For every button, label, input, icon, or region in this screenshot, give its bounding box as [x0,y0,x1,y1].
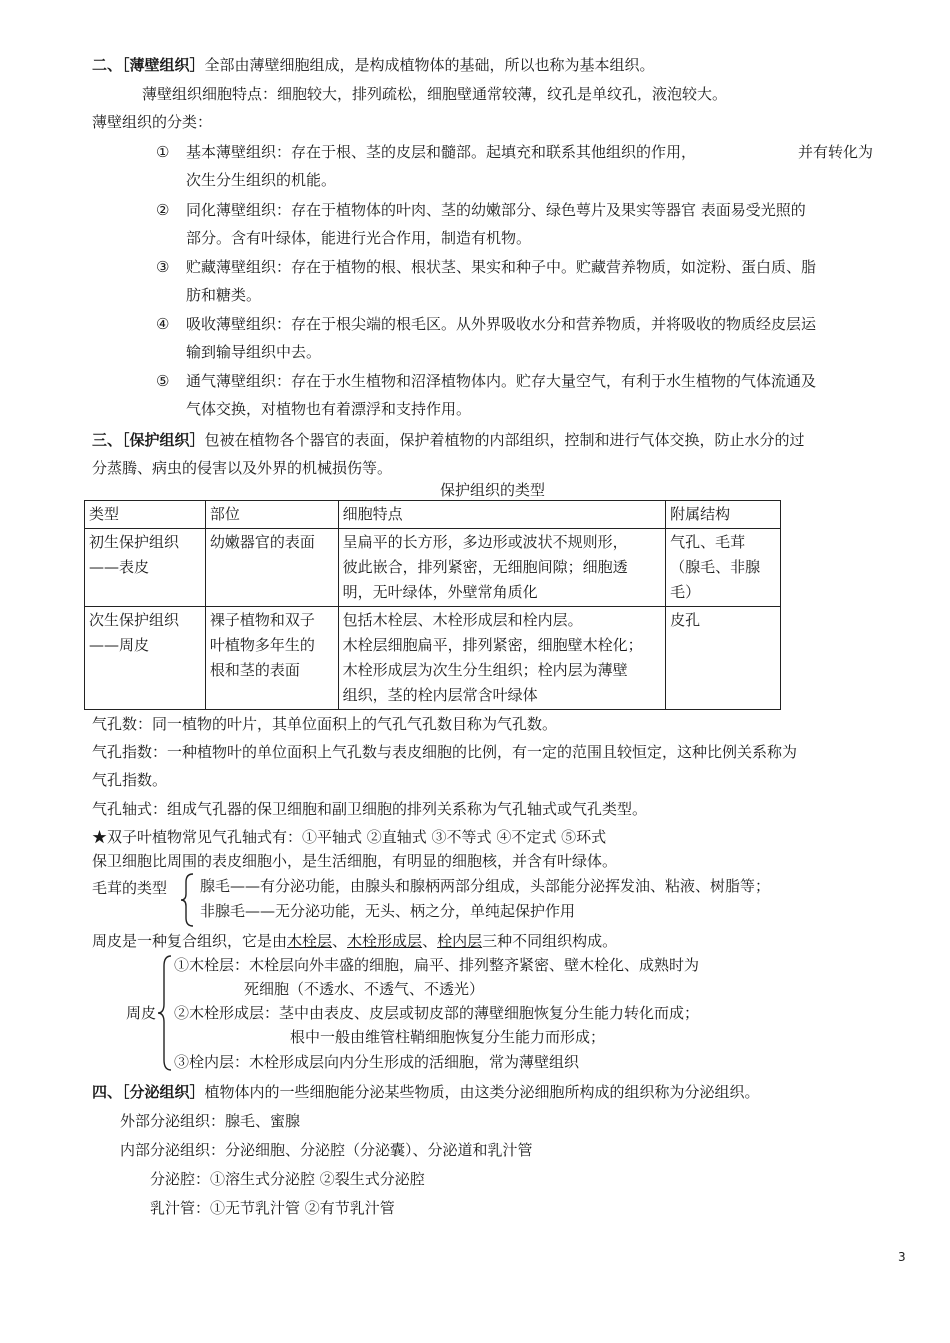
section-4-heading [92,1082,760,1102]
parenchyma-item-5-num: ⑤ [156,372,170,390]
cell-line: 气孔、毛茸 [670,533,746,551]
star-icon: ★ [92,828,108,846]
left-brace-icon [156,954,174,1072]
cell-line: 呈扁平的长方形，多边形或波状不规则形， [342,533,628,551]
table-cell-attached [666,529,781,607]
cell-line: 叶植物多年生的 [209,636,315,654]
dicot-stomatal-types [92,827,606,847]
table-caption: 保护组织的类型 [440,481,546,499]
parenchyma-item-3-line-2: 肪和糖类。 [186,286,262,304]
periderm-intro-text: 周皮是一种复合组织，它是由 [92,932,288,950]
secretory-cavity: 分泌腔：①溶生式分泌腔 ②裂生式分泌腔 [150,1170,425,1188]
left-brace-icon [180,872,196,928]
periderm-cork-line-2: 死细胞（不透水、不透气、不透光） [244,980,485,998]
table-header-features: 细胞特点 [338,501,665,529]
cell-line: （腺毛、非腺 [670,558,761,576]
table-cell-features [338,529,665,607]
internal-secretory: 内部分泌组织：分泌细胞、分泌腔（分泌囊）、分泌道和乳汁管 [120,1141,533,1159]
cell-line: ——周皮 [89,636,150,654]
table-header-type: 类型 [85,501,206,529]
parenchyma-item-2-line-2: 部分。含有叶绿体，能进行光合作用，制造有机物。 [186,229,532,247]
cell-line: 裸子植物和双子 [209,611,315,629]
parenchyma-item-2-num: ② [156,201,170,219]
parenchyma-item-1-num: ① [156,143,170,161]
table-cell-location [205,529,338,607]
section-4-prefix: 四、 [92,1083,123,1101]
periderm-intro-sep: 、 [332,932,348,950]
periderm-term-cambium: 木栓形成层 [347,932,423,950]
stomatal-index-line-2: 气孔指数。 [92,771,168,789]
section-4-definition: 植物体内的一些细胞能分泌某些物质，由这类分泌细胞所构成的组织称为分泌组织。 [204,1083,760,1101]
nonglandular-hair: 非腺毛——无分泌功能，无头、柄之分，单纯起保护作用 [200,902,576,920]
parenchyma-item-2-line-1: 同化薄壁组织：存在于植物体的叶肉、茎的幼嫩部分、绿色萼片及果实等器官 表面易受光照的 [186,201,806,219]
parenchyma-item-1-line-1-tail: 并有转化为 [798,143,874,161]
periderm-cambium-line-2: 根中一般由维管柱鞘细胞恢复分生能力而形成； [290,1028,606,1046]
laticifer: 乳汁管：①无节乳汁管 ②有节乳汁管 [150,1199,395,1217]
cell-line: 次生保护组织 [89,611,180,629]
glandular-hair: 腺毛——有分泌功能，由腺头和腺柄两部分组成，头部能分泌挥发油、粘液、树脂等； [200,877,771,895]
parenchyma-item-1-line-1: 基本薄壁组织：存在于根、茎的皮层和髓部。起填充和联系其他组织的作用， [186,143,697,161]
table-row [85,607,781,710]
cell-line: 毛） [670,583,701,601]
guard-cells: 保卫细胞比周围的表皮细胞小，是生活细胞，有明显的细胞核，并含有叶绿体。 [92,852,618,870]
external-secretory: 外部分泌组织：腺毛、蜜腺 [120,1112,301,1130]
parenchyma-item-4-line-1: 吸收薄壁组织：存在于根尖端的根毛区。从外界吸收水分和营养物质，并将吸收的物质经皮层运 [186,315,817,333]
section-3-prefix: 三、 [92,431,123,449]
table-cell-type [85,607,206,710]
cell-line: 幼嫩器官的表面 [209,533,315,551]
table-header-attached: 附属结构 [666,501,781,529]
section-3-title: ［保护组织］ [122,431,205,449]
parenchyma-item-1-line-2: 次生分生组织的机能。 [186,171,337,189]
section-2-prefix: 二、 [92,56,123,74]
cell-line: 彼此嵌合，排列紧密，无细胞间隙；细胞透 [342,558,628,576]
cell-line: 皮孔 [670,611,701,629]
periderm-intro [92,931,617,951]
parenchyma-item-3-num: ③ [156,258,170,276]
cell-line: 木栓层细胞扁平，排列紧密，细胞壁木栓化； [342,636,643,654]
cell-line: 木栓形成层为次生分生组织；栓内层为薄壁 [342,661,628,679]
parenchyma-item-4-line-2: 输到输导组织中去。 [186,343,322,361]
section-3-definition-line-2: 分蒸腾、病虫的侵害以及外界的机械损伤等。 [92,459,393,477]
table-cell-attached [666,607,781,710]
periderm-label: 周皮 [126,1004,157,1022]
periderm-term-phelloderm: 栓内层 [437,932,483,950]
periderm-intro-sep: 、 [422,932,438,950]
stomatal-number: 气孔数：同一植物的叶片，其单位面积上的气孔气孔数目称为气孔数。 [92,715,558,733]
section-3-heading [92,430,805,450]
stomatal-index-line-1: 气孔指数：一种植物叶的单位面积上气孔数与表皮细胞的比例，有一定的范围且较恒定，这种比例关系称为 [92,743,798,761]
cell-line: 明，无叶绿体，外壁常角质化 [342,583,538,601]
protective-tissue-table [84,500,781,710]
periderm-cambium-line-1: ②木栓形成层：茎中由表皮、皮层或韧皮部的薄壁细胞恢复分生能力转化而成； [174,1004,700,1022]
page-number: 3 [898,1250,906,1264]
stomatal-axis: 气孔轴式：组成气孔器的保卫细胞和副卫细胞的排列关系称为气孔轴式或气孔类型。 [92,800,648,818]
cell-line: 组织，茎的栓内层常含叶绿体 [342,686,538,704]
cell-line: 根和茎的表面 [209,661,300,679]
section-2-heading [92,55,655,75]
dicot-stomatal-types-text: 双子叶植物常见气孔轴式有：①平轴式 ②直轴式 ③不等式 ④不定式 ⑤环式 [107,828,607,846]
parenchyma-item-4-num: ④ [156,315,170,333]
parenchyma-class-heading: 薄壁组织的分类： [92,113,213,131]
periderm-cork-line-1: ①木栓层：木栓层向外丰盛的细胞，扁平、排列整齐紧密、壁木栓化、成熟时为 [174,956,700,974]
table-cell-features [338,607,665,710]
table-cell-location [205,607,338,710]
cell-line: 初生保护组织 [89,533,180,551]
table-cell-type [85,529,206,607]
cell-line: ——表皮 [89,558,150,576]
section-3-definition-line-1: 包被在植物各个器官的表面，保护着植物的内部组织，控制和进行气体交换，防止水分的过 [204,431,805,449]
table-header-location: 部位 [205,501,338,529]
parenchyma-item-3-line-1: 贮藏薄壁组织：存在于植物的根、根状茎、果实和种子中。贮藏营养物质，如淀粉、蛋白质、脂 [186,258,817,276]
table-row [85,529,781,607]
parenchyma-features: 薄壁组织细胞特点：细胞较大，排列疏松，细胞壁通常较薄，纹孔是单纹孔，液泡较大。 [142,85,728,103]
hair-types-label: 毛茸的类型 [92,879,168,897]
periderm-phelloderm: ③栓内层：木栓形成层向内分生形成的活细胞，常为薄壁组织 [174,1053,580,1071]
cell-line: 包括木栓层、木栓形成层和栓内层。 [342,611,583,629]
parenchyma-item-5-line-1: 通气薄壁组织：存在于水生植物和沼泽植物体内。贮存大量空气，有利于水生植物的气体流通及 [186,372,817,390]
parenchyma-item-5-line-2: 气体交换，对植物也有着漂浮和支持作用。 [186,400,472,418]
periderm-intro-text-end: 三种不同组织构成。 [482,932,618,950]
section-2-definition: 全部由薄壁细胞组成，是构成植物体的基础，所以也称为基本组织。 [204,56,655,74]
table-header-row [85,501,781,529]
section-2-title: ［薄壁组织］ [122,56,205,74]
periderm-term-cork: 木栓层 [287,932,333,950]
section-4-title: ［分泌组织］ [122,1083,205,1101]
